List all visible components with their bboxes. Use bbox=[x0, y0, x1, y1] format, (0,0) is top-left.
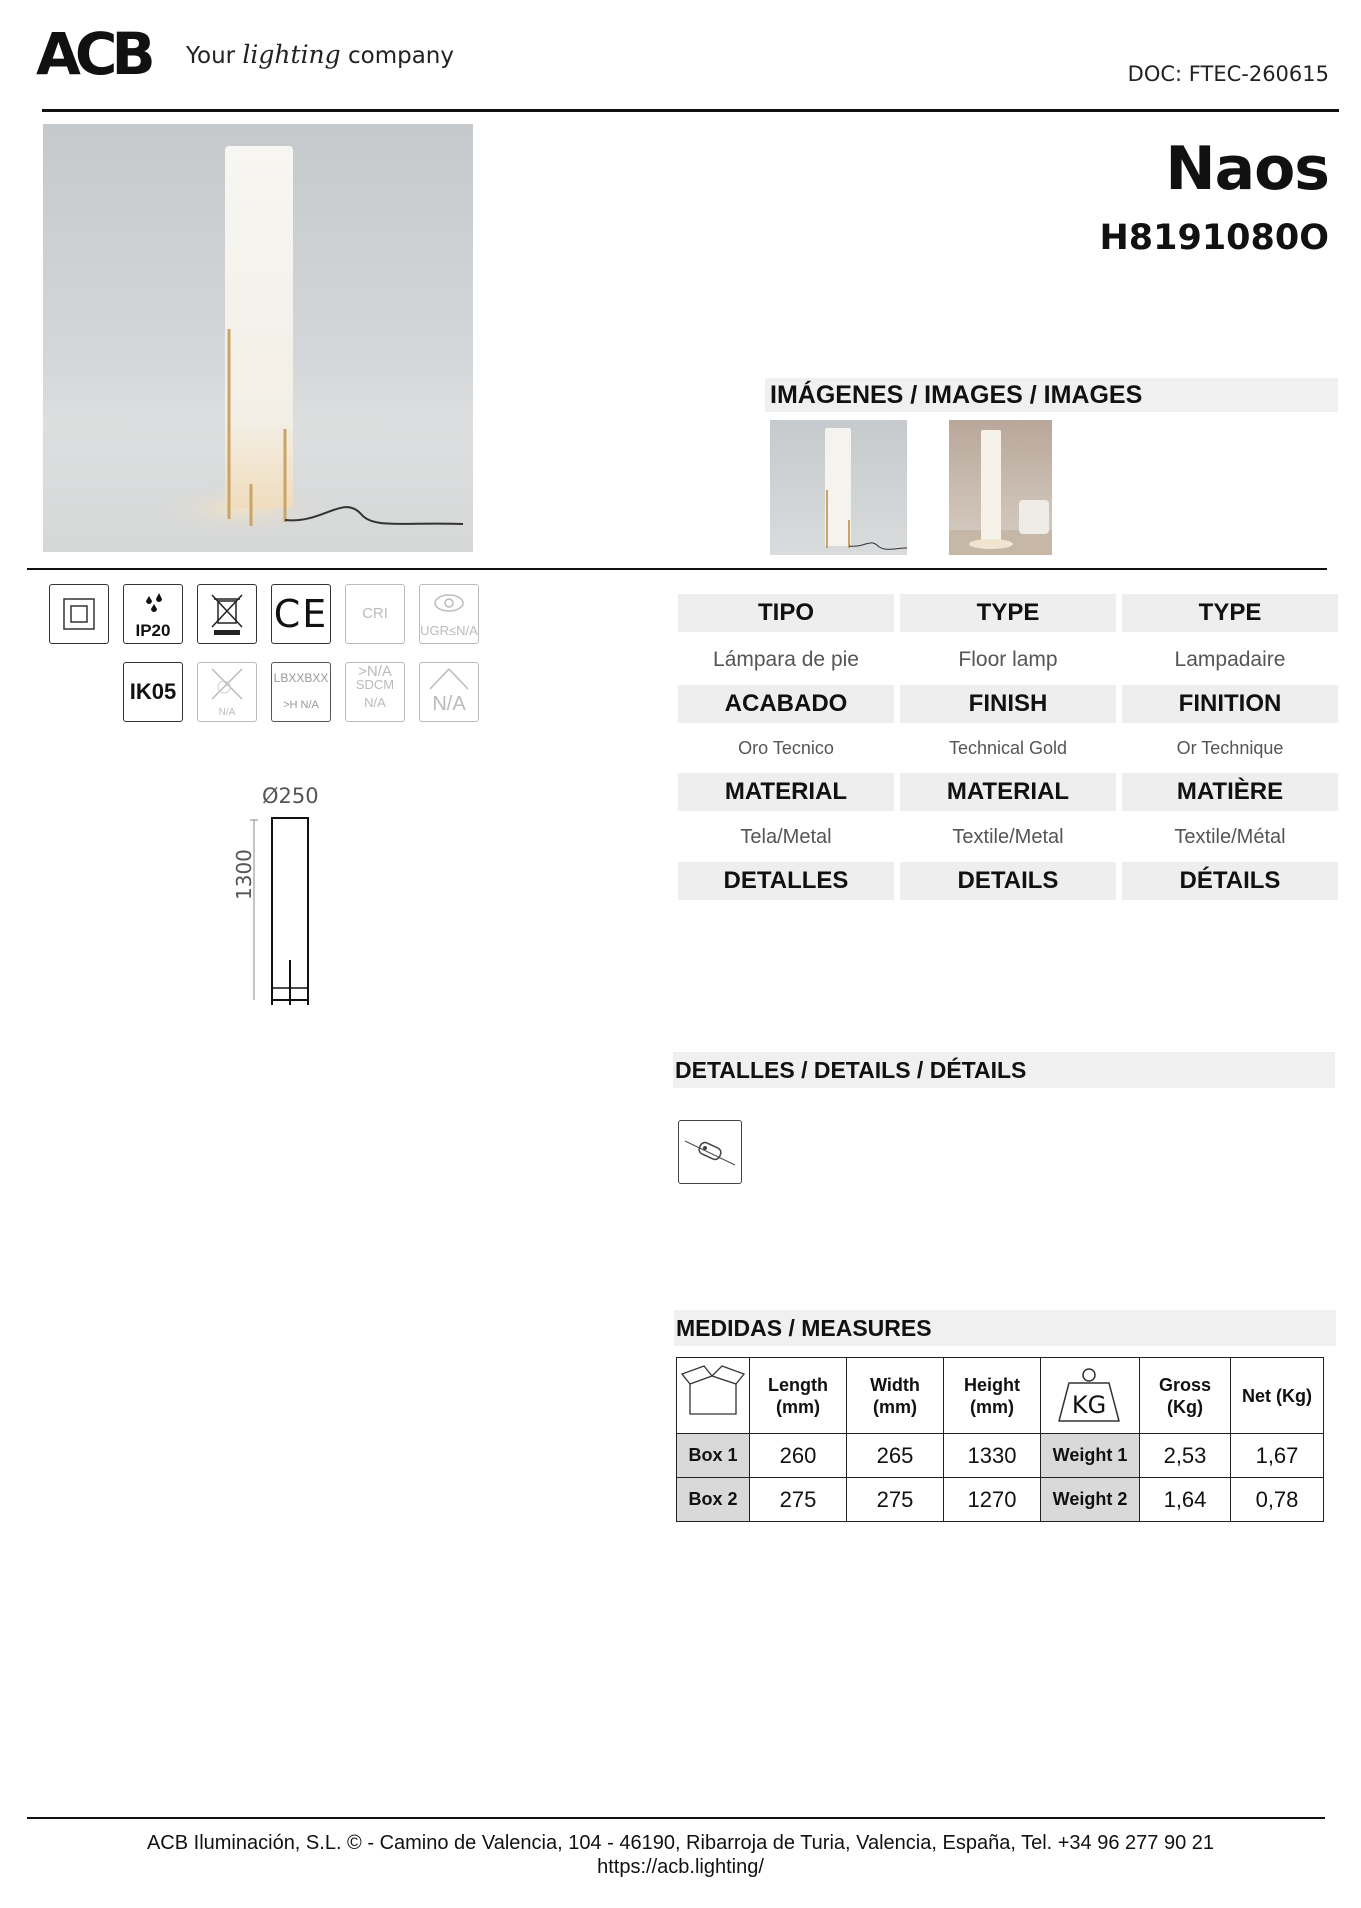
diameter-label: Ø250 bbox=[262, 784, 319, 808]
ce-mark-icon: CE bbox=[271, 584, 331, 644]
brand-tagline bbox=[186, 40, 454, 69]
product-code: H8191080O bbox=[1099, 218, 1329, 258]
beam-angle-icon bbox=[419, 662, 479, 722]
tagline-script: lighting bbox=[242, 40, 341, 69]
tagline-prefix: Your bbox=[186, 43, 236, 69]
net-header: Net (Kg) bbox=[1231, 1358, 1324, 1434]
footer-divider bbox=[27, 1817, 1325, 1819]
net-value: 1,67 bbox=[1231, 1434, 1324, 1478]
material-value-fr: Textile/Métal bbox=[1174, 826, 1286, 848]
lifetime-icon bbox=[271, 662, 331, 722]
measures-table bbox=[676, 1357, 1324, 1522]
kg-label: KG bbox=[1071, 1390, 1107, 1419]
cri-icon: CRI >N/A bbox=[345, 584, 405, 644]
ugr-label: UGR≤N/A bbox=[420, 623, 478, 638]
table-row bbox=[677, 1478, 1324, 1522]
ik05-icon: IK05 bbox=[123, 662, 183, 722]
sdcm-icon bbox=[345, 662, 405, 722]
finish-value-en: Technical Gold bbox=[948, 738, 1068, 758]
length-value: 275 bbox=[750, 1478, 847, 1522]
spec-header-en: TYPE bbox=[900, 594, 1116, 632]
spec-header-fr: TYPE bbox=[1122, 594, 1338, 632]
box-label: Box 1 bbox=[677, 1434, 750, 1478]
footer-website-link[interactable]: https://acb.lighting/ bbox=[597, 1856, 764, 1878]
material-header-fr: MATIÈRE bbox=[1122, 773, 1338, 811]
lifetime-value: >H N/A bbox=[283, 699, 319, 711]
product-name: Naos bbox=[1165, 134, 1329, 204]
beam-angle-label: N/A bbox=[432, 693, 466, 715]
box-icon bbox=[678, 1358, 748, 1428]
finish-header-en: FINISH bbox=[900, 685, 1116, 723]
weight-label: Weight 1 bbox=[1041, 1434, 1140, 1478]
material-value-en: Textile/Metal bbox=[952, 826, 1064, 848]
gross-header: Gross (Kg) bbox=[1140, 1358, 1231, 1434]
brand-logo: ACB bbox=[36, 20, 150, 88]
hero-product-image bbox=[43, 124, 473, 552]
table-row bbox=[677, 1434, 1324, 1478]
sdcm-label: SDCM bbox=[355, 677, 395, 692]
section-divider bbox=[27, 568, 1327, 570]
material-header-en: MATERIAL bbox=[900, 773, 1116, 811]
weight-label: Weight 2 bbox=[1041, 1478, 1140, 1522]
details-header-es: DETALLES bbox=[678, 862, 894, 900]
width-value: 265 bbox=[847, 1434, 944, 1478]
footer-address: ACB Iluminación, S.L. © - Camino de Valencia, 104 - 46190, Ribarroja de Turia, Valencia, España, Tel. +34 96 277 90 21 bbox=[146, 1832, 1215, 1854]
images-section-title: IMÁGENES / IMAGES / IMAGES bbox=[765, 378, 1338, 412]
finish-header-es: ACABADO bbox=[678, 685, 894, 723]
dimension-drawing bbox=[250, 810, 320, 1010]
cord-switch-icon bbox=[678, 1120, 742, 1184]
type-value-es: Lámpara de pie bbox=[713, 648, 859, 671]
height-label: 1300 bbox=[232, 849, 256, 900]
kg-weight-icon bbox=[1041, 1361, 1137, 1431]
height-value: 1270 bbox=[944, 1478, 1041, 1522]
box-icon-cell bbox=[677, 1358, 750, 1434]
height-value: 1330 bbox=[944, 1434, 1041, 1478]
ip20-icon bbox=[123, 584, 183, 644]
type-value-en: Floor lamp bbox=[958, 648, 1058, 671]
ip-rating-label: IP20 bbox=[135, 621, 171, 640]
width-value: 275 bbox=[847, 1478, 944, 1522]
type-value-fr: Lampadaire bbox=[1174, 648, 1286, 671]
spec-header-es: TIPO bbox=[678, 594, 894, 632]
net-value: 0,78 bbox=[1231, 1478, 1324, 1522]
details-section-title: DETALLES / DETAILS / DÉTAILS bbox=[673, 1052, 1335, 1088]
na-label: N/A bbox=[218, 707, 236, 718]
tagline-suffix: company bbox=[347, 43, 454, 69]
gross-value: 1,64 bbox=[1140, 1478, 1231, 1522]
thumbnail-interior[interactable] bbox=[949, 420, 1052, 555]
finish-value-es: Oro Tecnico bbox=[738, 738, 834, 758]
width-header: Width (mm) bbox=[847, 1358, 944, 1434]
not-dimmable-icon bbox=[197, 662, 257, 722]
kg-icon-cell bbox=[1041, 1358, 1140, 1434]
document-code: DOC: FTEC-260615 bbox=[1127, 62, 1329, 86]
weee-bin-icon bbox=[197, 584, 257, 644]
sdcm-value: N/A bbox=[364, 695, 386, 710]
ugr-icon bbox=[419, 584, 479, 644]
box-label: Box 2 bbox=[677, 1478, 750, 1522]
height-header: Height (mm) bbox=[944, 1358, 1041, 1434]
lifetime-label: LBXXBXX bbox=[273, 671, 329, 685]
measures-section-title: MEDIDAS / MEASURES bbox=[674, 1310, 1336, 1346]
length-value: 260 bbox=[750, 1434, 847, 1478]
material-value-es: Tela/Metal bbox=[740, 826, 832, 848]
length-header: Length (mm) bbox=[750, 1358, 847, 1434]
finish-header-fr: FINITION bbox=[1122, 685, 1338, 723]
material-header-es: MATERIAL bbox=[678, 773, 894, 811]
class-ii-insulation-icon bbox=[49, 584, 109, 644]
thumbnail-product[interactable] bbox=[770, 420, 907, 555]
header-divider bbox=[42, 109, 1339, 112]
finish-value-fr: Or Technique bbox=[1176, 738, 1284, 758]
details-header-en: DETAILS bbox=[900, 862, 1116, 900]
gross-value: 2,53 bbox=[1140, 1434, 1231, 1478]
details-header-fr: DÉTAILS bbox=[1122, 862, 1338, 900]
